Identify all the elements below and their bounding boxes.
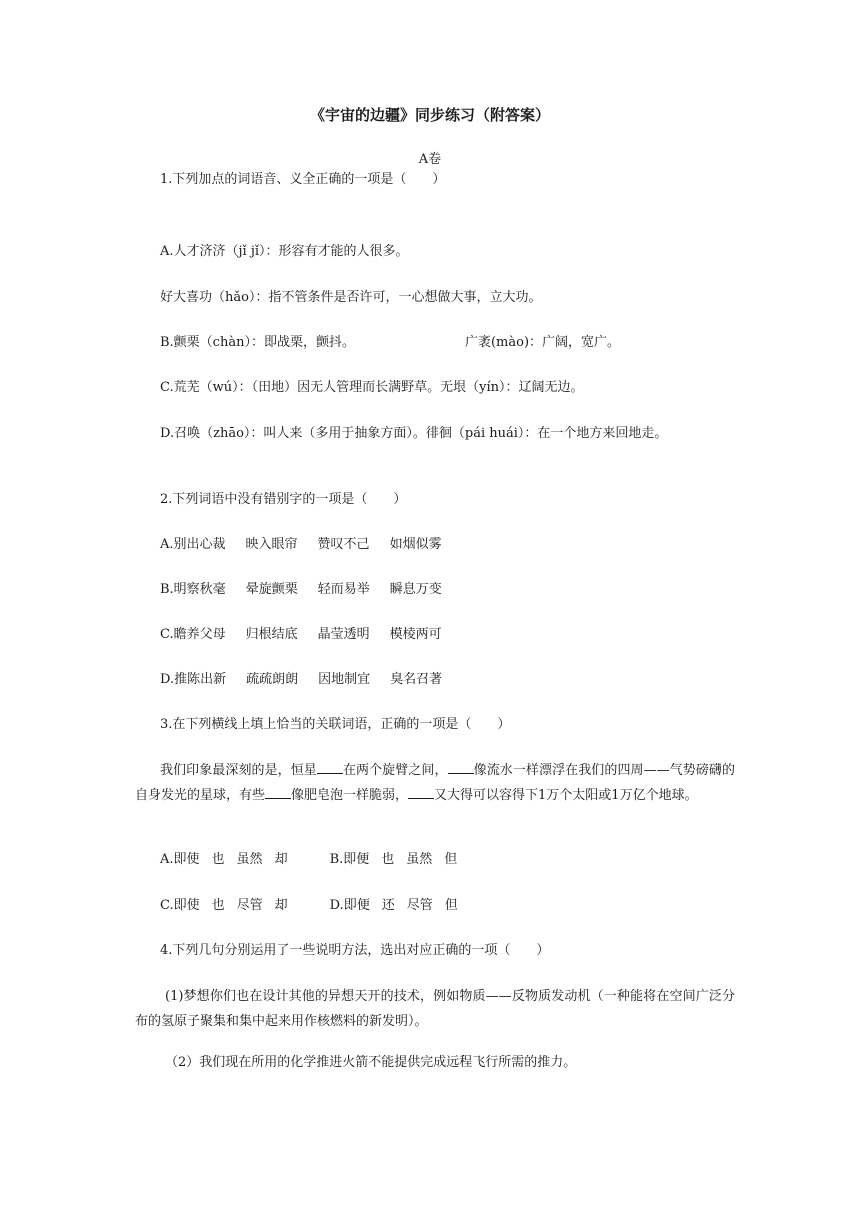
question-3-options-row-1 xyxy=(160,850,740,870)
word: 赞叹不己 xyxy=(317,537,370,552)
word: 归根结底 xyxy=(245,627,298,642)
passage-text: 像流水一样漂浮在我们的四周——气势磅礴的自身发光的星球，有些 xyxy=(135,763,735,803)
question-2-stem: 2.下列词语中没有错别字的一项是（ ） xyxy=(160,492,407,507)
option-word: 却 xyxy=(274,852,288,867)
option-word: 还 xyxy=(381,898,395,913)
word: 因地制宜 xyxy=(318,672,371,687)
question-1-stem: 1.下列加点的词语音、义全正确的一项是（ ） xyxy=(160,172,446,187)
word: 晶莹透明 xyxy=(317,627,370,642)
word: D.推陈出新 xyxy=(160,672,227,687)
question-1-option-d: D.召唤（zhāo）：叫人来（多用于抽象方面）。徘徊（pái huái）：在一个地方来回地走。 xyxy=(160,426,668,441)
option-word: 尽管 xyxy=(406,898,433,913)
word: A.别出心裁 xyxy=(160,537,226,552)
question-2-option-a xyxy=(160,535,740,555)
word: B.明察秋毫 xyxy=(160,582,226,597)
word: 疏疏朗朗 xyxy=(246,672,299,687)
question-4-sentence-1: (1)梦想你们也在设计其他的异想天开的技术，例如物质——反物质发动机（一种能将在空间广泛分布的氢原子聚集和集中起来用作核燃料的新发明）。 xyxy=(135,989,735,1029)
question-1-option-b xyxy=(160,333,740,353)
option-word: A.即使 xyxy=(160,852,200,867)
word: 臭名召著 xyxy=(390,672,443,687)
option-word: C.即使 xyxy=(160,898,200,913)
fill-blank xyxy=(408,784,434,799)
page-title: 《宇宙的边疆》同步练习（附答案） xyxy=(309,106,550,124)
option-word: 却 xyxy=(274,898,288,913)
word: 模棱两可 xyxy=(389,627,442,642)
passage-text: 像肥皂泡一样脆弱， xyxy=(291,788,409,803)
option-word: 但 xyxy=(444,852,458,867)
option-word: B.即便 xyxy=(329,852,370,867)
word: 如烟似雾 xyxy=(389,537,442,552)
word: 轻而易举 xyxy=(317,582,370,597)
option-word: 虽然 xyxy=(236,852,263,867)
question-3-stem: 3.在下列横线上填上恰当的关联词语，正确的一项是（ ） xyxy=(160,717,511,732)
passage-text: 我们印象最深刻的是，恒星 xyxy=(160,763,317,778)
option-word: D.即便 xyxy=(329,898,370,913)
fill-blank xyxy=(448,759,474,774)
question-3-passage xyxy=(135,758,735,808)
option-word: 也 xyxy=(381,852,395,867)
question-3-options-row-2 xyxy=(160,896,740,916)
question-4-sentence-2: （2）我们现在所用的化学推进火箭不能提供完成远程飞行所需的推力。 xyxy=(165,1055,577,1070)
option-b-part-2: 广袤(mào)：广阔，宽广。 xyxy=(464,335,621,350)
question-2-option-d xyxy=(160,670,740,690)
question-1-option-a-line-1: A.人才济济（jǐ jǐ）：形容有才能的人很多。 xyxy=(160,244,409,259)
question-1-option-a-line-2: 好大喜功（hǎo）：指不管条件是否许可，一心想做大事，立大功。 xyxy=(160,290,542,305)
option-word: 虽然 xyxy=(406,852,433,867)
word: 映入眼帘 xyxy=(245,537,298,552)
word: 瞬息万变 xyxy=(389,582,442,597)
option-b-part-1: B.颤栗（chàn）：即战栗，颤抖。 xyxy=(160,335,355,350)
question-2-option-c xyxy=(160,625,740,645)
fill-blank xyxy=(265,784,291,799)
question-1-option-c: C.荒芜（wú）：（田地）因无人管理而长满野草。无垠（yín）：辽阔无边。 xyxy=(160,380,584,395)
word: 晕旋颤栗 xyxy=(245,582,298,597)
option-word: 也 xyxy=(211,898,225,913)
option-word: 但 xyxy=(444,898,458,913)
option-word: 也 xyxy=(211,852,225,867)
passage-text: 又大得可以容得下1万个太阳或1万亿个地球。 xyxy=(434,788,698,803)
question-4-stem: 4.下列几句分别运用了一些说明方法，选出对应正确的一项（ ） xyxy=(160,943,550,958)
fill-blank xyxy=(317,759,343,774)
word: C.瞻养父母 xyxy=(160,627,226,642)
option-word: 尽管 xyxy=(236,898,263,913)
question-2-option-b xyxy=(160,580,740,600)
passage-text: 在两个旋臂之间， xyxy=(342,763,448,778)
section-label: A卷 xyxy=(418,152,442,167)
